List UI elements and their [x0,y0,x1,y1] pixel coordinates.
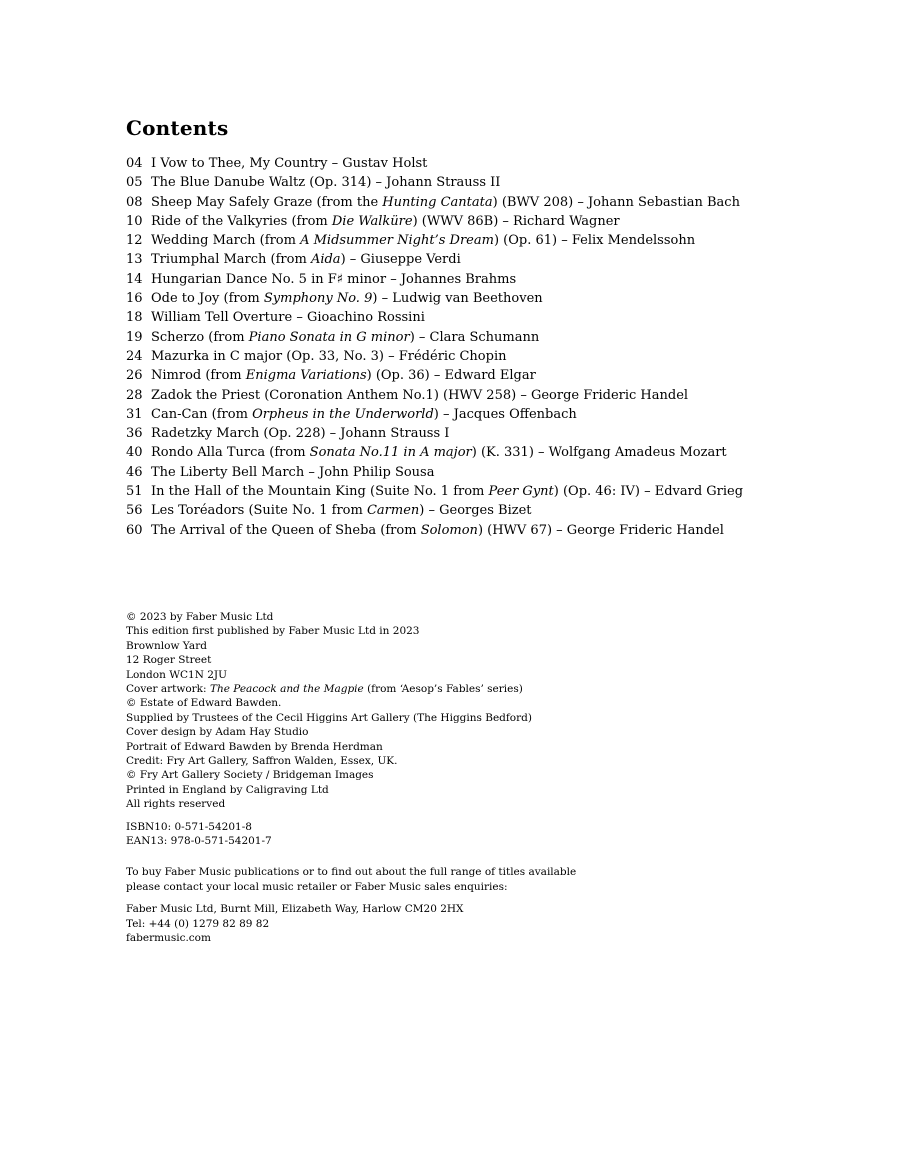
colophon-line: Credit: Fry Art Gallery, Saffron Walden, Essex, UK. [126,755,398,767]
contact-line: Tel: +44 (0) 1279 82 89 82 [126,917,270,930]
toc-page-number: 31 [126,406,143,422]
isbn-block [126,820,830,849]
toc-page-number: 24 [126,348,143,364]
contact-block [126,865,830,945]
colophon [126,610,830,812]
toc-entry [126,347,830,366]
toc-entry-text: Scherzo (from Piano Sonata in G minor) – Clara Schumann [151,329,540,345]
toc-page-number: 12 [126,233,143,249]
toc-entry-text: Radetzky March (Op. 228) – Johann Strauss I [151,426,450,442]
toc-entry [126,231,830,250]
colophon-line: © Fry Art Gallery Society / Bridgeman Images [126,769,374,782]
toc-entry-text: In the Hall of the Mountain King (Suite No. 1 from Peer Gynt) (Op. 46: IV) – Edvard Grieg [151,484,744,500]
toc-page-number: 36 [126,426,143,442]
toc-entry [126,482,830,501]
colophon-line: Portrait of Edward Bawden by Brenda Herdman [126,740,383,753]
toc-page-number: 56 [126,503,143,519]
toc-entry [126,250,830,269]
contact-paragraph [126,902,830,945]
colophon-line: All rights reserved [126,798,226,811]
toc-page-number: 08 [126,194,143,210]
page-title: Contents [126,116,229,140]
colophon-line: 12 Roger Street [126,654,212,667]
toc-entry-text: Nimrod (from Enigma Variations) (Op. 36) – Edward Elgar [151,368,536,384]
toc-entry [126,270,830,289]
toc-page-number: 28 [126,387,143,403]
toc-page-number: 46 [126,464,143,480]
toc-page-number: 51 [126,484,143,500]
toc-entry-text: Ride of the Valkyries (from Die Walküre) (WWV 86B) – Richard Wagner [151,213,620,229]
toc-entry [126,193,830,212]
toc-entry [126,521,830,540]
colophon-line: Printed in England by Caligraving Ltd [126,783,329,796]
toc-entry-text: The Blue Danube Waltz (Op. 314) – Johann Strauss II [151,175,501,191]
toc-entry-text: Triumphal March (from Aida) – Giuseppe Verdi [151,252,461,268]
contact-line: Faber Music Ltd, Burnt Mill, Elizabeth Way, Harlow CM20 2HX [126,903,464,916]
toc-entry-text: Mazurka in C major (Op. 33, No. 3) – Frédéric Chopin [151,348,507,364]
toc-entry [126,289,830,308]
colophon-line: Brownlow Yard [126,639,207,652]
toc-entry-text: The Liberty Bell March – John Philip Sousa [151,464,435,480]
toc-page-number: 60 [126,522,143,538]
toc-entry [126,173,830,192]
toc-entry-text: Sheep May Safely Graze (from the Hunting Cantata) (BWV 208) – Johann Sebastian Bach [151,194,740,210]
toc-page-number: 16 [126,291,143,307]
toc-page-number: 18 [126,310,143,326]
toc-page-number: 26 [126,368,143,384]
toc-entry [126,328,830,347]
toc-entry-text: Hungarian Dance No. 5 in F♯ minor – Johannes Brahms [151,271,517,287]
toc-entry-text: Rondo Alla Turca (from Sonata No.11 in A major) (K. 331) – Wolfgang Amadeus Mozart [151,445,727,461]
toc-entry-text: The Arrival of the Queen of Sheba (from Solomon) (HWV 67) – George Frideric Handel [151,522,724,538]
toc-entry [126,154,830,173]
colophon-line: © 2023 by Faber Music Ltd [126,610,274,623]
colophon-line: © Estate of Edward Bawden. [126,697,282,710]
toc-page-number: 10 [126,213,143,229]
colophon-line: London WC1N 2JU [126,668,227,681]
contact-line: please contact your local music retailer or Faber Music sales enquiries: [126,880,508,893]
colophon-line: This edition first published by Faber Music Ltd in 2023 [126,625,420,638]
toc-page-number: 04 [126,156,143,171]
colophon-line: Cover artwork: The Peacock and the Magpie (from ‘Aesop’s Fables’ series) [126,682,523,695]
toc-entry [126,443,830,462]
table-of-contents [126,154,830,540]
toc-entry [126,386,830,405]
toc-entry-text: I Vow to Thee, My Country – Gustav Holst [151,156,428,171]
toc-entry [126,463,830,482]
toc-entry [126,405,830,424]
toc-entry-text: William Tell Overture – Gioachino Rossini [151,310,425,326]
colophon-line: Cover design by Adam Hay Studio [126,726,309,739]
toc-entry [126,212,830,231]
toc-entry [126,308,830,327]
isbn-line: EAN13: 978-0-571-54201-7 [126,835,272,848]
toc-entry-text: Can-Can (from Orpheus in the Underworld) – Jacques Offenbach [151,406,577,422]
toc-entry [126,501,830,520]
website-url: fabermusic.com [126,932,211,945]
toc-page-number: 14 [126,271,143,287]
toc-page-number: 19 [126,329,143,345]
toc-entry [126,366,830,385]
toc-page-number: 13 [126,252,143,268]
toc-entry-text: Zadok the Priest (Coronation Anthem No.1) (HWV 258) – George Frideric Handel [151,387,689,403]
toc-entry [126,424,830,443]
toc-page-number: 40 [126,445,143,461]
toc-entry-text: Wedding March (from A Midsummer Night’s Dream) (Op. 61) – Felix Mendelssohn [151,233,696,249]
toc-entry-text: Ode to Joy (from Symphony No. 9) – Ludwig van Beethoven [151,291,543,307]
isbn-line: ISBN10: 0-571-54201-8 [126,820,252,833]
contact-paragraph [126,865,830,894]
toc-entry-text: Les Toréadors (Suite No. 1 from Carmen) – Georges Bizet [151,503,532,519]
colophon-line: Supplied by Trustees of the Cecil Higgins Art Gallery (The Higgins Bedford) [126,711,532,724]
contact-line: To buy Faber Music publications or to find out about the full range of titles available [126,866,577,879]
toc-page-number: 05 [126,175,143,191]
